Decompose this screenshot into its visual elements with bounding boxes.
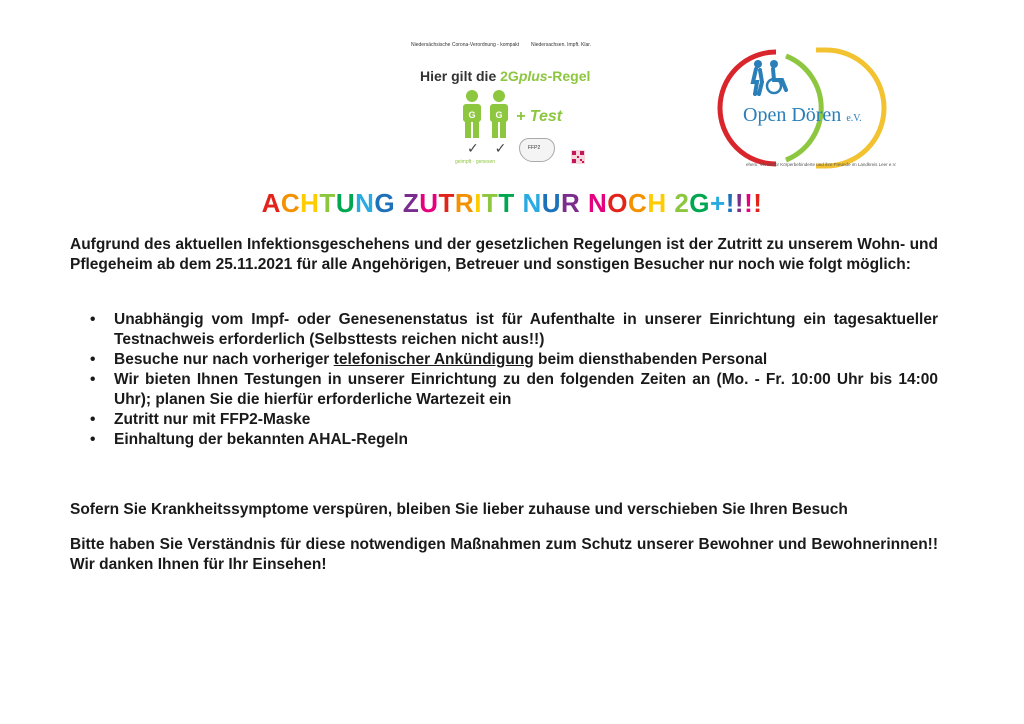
headline-letter: H	[647, 188, 667, 218]
headline-letter: C	[280, 188, 301, 218]
checkmarks: ✓ ✓	[467, 140, 513, 156]
sign-title-2g: 2G	[500, 68, 519, 84]
plus-test-label: + Test	[516, 108, 563, 125]
headline-letter: !	[744, 188, 754, 218]
headline-letter: R	[454, 188, 475, 218]
headline-letter: I	[474, 188, 482, 218]
logo-suffix: e.V.	[846, 113, 862, 124]
sign-title-plus: plus	[518, 68, 548, 84]
headline-letter: T	[438, 188, 455, 218]
mask-label: FFP2	[528, 145, 541, 151]
headline-letter: U	[335, 188, 356, 218]
headline-letter: H	[300, 188, 320, 218]
rule-ffp2-mask: Zutritt nur mit FFP2-Maske	[114, 411, 311, 428]
logo-subtitle: ehem. Verein für Körperbehinderte und ihre Freunde im Landkreis Leer e.V.	[746, 162, 897, 167]
rule-test-required: Unabhängig vom Impf- oder Genesenenstatus ist für Aufenthalte in unserer Einrichtung ein tagesaktueller Testnachweis erforderlich (Selbsttests reichen nicht aus!!)	[114, 311, 938, 348]
page-headline	[0, 188, 1024, 219]
list-item	[88, 410, 938, 430]
ffp2-mask-icon	[519, 138, 555, 162]
rules-list	[88, 310, 938, 450]
2gplus-sign	[411, 38, 601, 170]
headline-letter: G	[374, 188, 396, 218]
headline-letter: T	[481, 188, 499, 218]
bullet-marker: •	[90, 371, 96, 388]
headline-letter: !	[725, 188, 735, 218]
list-item	[88, 430, 938, 450]
rule-ahal: Einhaltung der bekannten AHAL-Regeln	[114, 431, 408, 448]
headline-letter	[580, 188, 588, 218]
headline-letter: N	[355, 188, 375, 218]
headline-letter: R	[561, 188, 581, 218]
headline-letter: !	[734, 188, 745, 218]
symptoms-paragraph: Sofern Sie Krankheitssymptome verspüren, bleiben Sie lieber zuhause und verschieben Sie Ihren Besuch	[70, 501, 848, 518]
logo-name	[743, 104, 862, 127]
headline-letter: Z	[402, 188, 420, 218]
rule-visit-announcement-pre: Besuche nur nach vorheriger	[114, 351, 334, 368]
logo-title: Open Dören	[743, 104, 842, 126]
thanks-paragraph: Bitte haben Sie Verständnis für diese notwendigen Maßnahmen zum Schutz unserer Bewohner und Bewohnerinnen!! Wir danken Ihnen für Ihr Einsehen!	[70, 536, 938, 573]
list-item	[88, 370, 938, 410]
headline-letter: O	[607, 188, 629, 218]
headline-letter: +	[710, 188, 726, 218]
list-item	[88, 350, 938, 370]
check-labels: geimpft · genesen	[455, 159, 496, 165]
headline-letter: T	[319, 188, 336, 218]
headline-letter	[395, 188, 403, 218]
rule-testing-hours: Wir bieten Ihnen Testungen in unserer Einrichtung zu den folgenden Zeiten an (Mo. - Fr. 10:00 Uhr bis 14:00 Uhr); planen Sie die hierfür erforderliche Wartezeit ein	[114, 371, 938, 408]
headline-letter: C	[628, 188, 648, 218]
bullet-marker: •	[90, 351, 96, 368]
headline-letter: A	[261, 188, 281, 218]
svg-text:G: G	[495, 110, 503, 120]
bullet-marker: •	[90, 431, 96, 448]
sign-header	[411, 42, 601, 48]
bullet-marker: •	[90, 411, 96, 428]
headline-letter: T	[498, 188, 515, 218]
headline-letter: 2	[674, 188, 690, 218]
phone-announcement-emphasis: telefonischer Ankündigung	[333, 351, 534, 368]
headline-letter: N	[588, 188, 608, 218]
headline-letter: U	[541, 188, 561, 218]
headline-letter: N	[522, 188, 542, 218]
sign-title	[420, 68, 590, 84]
bullet-marker: •	[90, 311, 96, 328]
sign-title-prefix: Hier gilt die	[420, 68, 501, 84]
headline-letter: !	[753, 188, 763, 218]
qr-code-icon	[571, 150, 585, 164]
intro-paragraph: Aufgrund des aktuellen Infektionsgeschehens und der gesetzlichen Regelungen ist der Zutritt zu unserem Wohn- und Pflegeheim ab dem 25.11.2021 für alle Angehörigen, Betreuer und sonstigen Besucher nur noch wie folgt möglich:	[70, 236, 938, 273]
rule-visit-announcement-post: beim diensthabenden Personal	[533, 351, 768, 368]
sign-header-right: Niedersachsen. Impft. Klar.	[531, 42, 592, 48]
sign-header-left: Niedersächsische Corona-Verordnung - kompakt	[411, 42, 520, 48]
list-item	[88, 310, 938, 350]
headline-letter: G	[689, 188, 711, 218]
open-doeren-logo	[716, 42, 900, 174]
svg-text:G: G	[468, 110, 476, 120]
two-people-icon	[459, 90, 515, 140]
headline-letter: U	[419, 188, 439, 218]
sign-title-suffix: -Regel	[547, 68, 591, 84]
